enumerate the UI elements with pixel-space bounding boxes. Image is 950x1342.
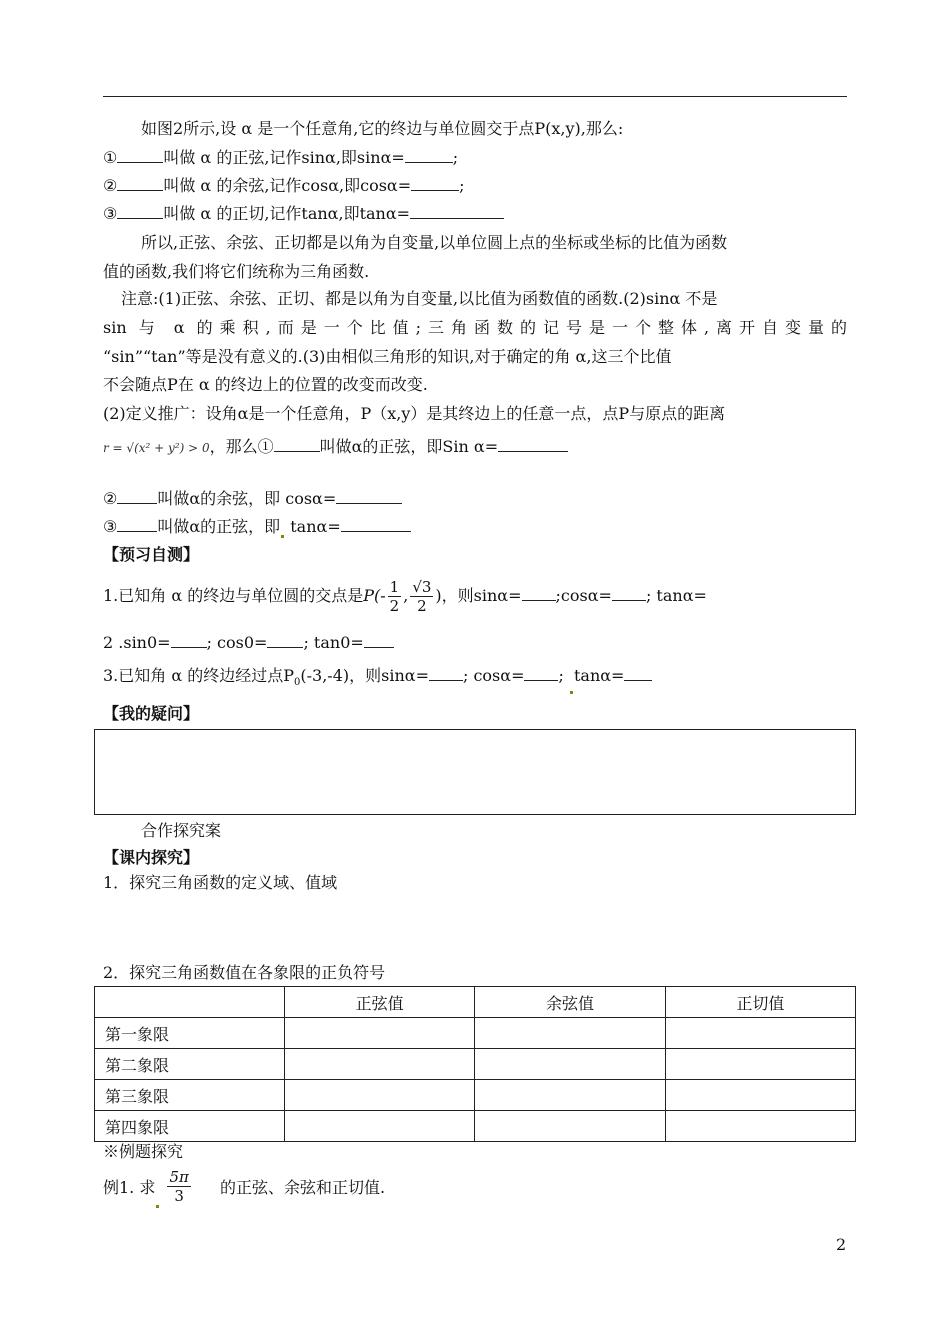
fraction-five-pi-over-three: $\frac{5\pi}{3}$ bbox=[169, 1168, 189, 1205]
table-row bbox=[95, 1018, 856, 1049]
blank[interactable] bbox=[405, 148, 453, 163]
table-cell[interactable] bbox=[665, 1111, 855, 1142]
table-row bbox=[95, 1111, 856, 1142]
table-cell[interactable] bbox=[285, 1080, 475, 1111]
example-header: ※例题探究 bbox=[103, 1142, 184, 1161]
row-label: 第二象限 bbox=[95, 1049, 285, 1080]
blank[interactable] bbox=[117, 517, 157, 532]
table-cell[interactable] bbox=[665, 1080, 855, 1111]
blank[interactable] bbox=[117, 204, 163, 219]
generalize-cos-line: ② 叫做α的余弦，即 cosα= bbox=[103, 488, 402, 510]
stray-mark bbox=[570, 691, 573, 694]
table-corner bbox=[95, 987, 285, 1018]
blank[interactable] bbox=[117, 176, 163, 191]
def-cos-line: ② 叫做 α 的余弦,记作cosα,即cosα= ; bbox=[103, 176, 465, 195]
preview-q3: 3.已知角 α 的终边经过点$P_0(-3,-4)$，则sinα= ; cosα= ; tanα= bbox=[103, 665, 652, 694]
col-cos: 余弦值 bbox=[475, 987, 665, 1018]
blank[interactable] bbox=[410, 204, 504, 219]
note-line-2: sin 与 α 的乘积,而是一个比值;三角函数的记号是一个整体,离开自变量的 bbox=[103, 318, 847, 337]
blank[interactable] bbox=[411, 176, 459, 191]
blank[interactable] bbox=[522, 586, 556, 601]
preview-q1: 1.已知角 α 的终边与单位圆的交点是P(- $\frac{1}{2}$ , $\frac{√3}{2}$ )，则sinα= ;cosα= ; tanα= bbox=[103, 578, 707, 615]
blank[interactable] bbox=[171, 633, 207, 648]
preview-q2: 2 .sin0= ; cos0= ; tan0= bbox=[103, 632, 394, 654]
table-cell[interactable] bbox=[285, 1049, 475, 1080]
summary-line-2: 值的函数,我们将它们统称为三角函数. bbox=[103, 262, 370, 281]
table-cell[interactable] bbox=[285, 1018, 475, 1049]
stray-mark bbox=[156, 1205, 159, 1208]
blank[interactable] bbox=[341, 517, 411, 532]
table-header-row bbox=[95, 987, 856, 1018]
header-rule bbox=[103, 96, 847, 97]
coop-header: 【课内探究】 bbox=[103, 848, 200, 867]
quadrant-sign-table bbox=[94, 986, 856, 1142]
blank[interactable] bbox=[336, 489, 402, 504]
table-cell[interactable] bbox=[665, 1049, 855, 1080]
table-cell[interactable] bbox=[475, 1049, 665, 1080]
blank[interactable] bbox=[364, 633, 394, 648]
coop-title: 合作探究案 bbox=[141, 821, 222, 840]
blank[interactable] bbox=[524, 666, 558, 681]
col-sin: 正弦值 bbox=[285, 987, 475, 1018]
blank[interactable] bbox=[612, 586, 646, 601]
row-label: 第一象限 bbox=[95, 1018, 285, 1049]
note-line-4: 不会随点P在 α 的终边上的位置的改变而改变. bbox=[103, 375, 428, 394]
blank[interactable] bbox=[274, 437, 320, 452]
fraction-one-half: $\frac{1}{2}$ bbox=[389, 578, 400, 615]
def-sin-line: ① 叫做 α 的正弦,记作sinα,即sinα= ; bbox=[103, 148, 459, 167]
blank[interactable] bbox=[498, 437, 568, 452]
table-row bbox=[95, 1080, 856, 1111]
doubt-header: 【我的疑问】 bbox=[103, 704, 200, 723]
summary-line-1: 所以,正弦、余弦、正切都是以角为自变量,以单位圆上点的坐标或坐标的比值为函数 bbox=[141, 233, 728, 252]
row-label: 第四象限 bbox=[95, 1111, 285, 1142]
table-cell[interactable] bbox=[285, 1111, 475, 1142]
col-tan: 正切值 bbox=[665, 987, 855, 1018]
question-box[interactable] bbox=[94, 729, 856, 815]
blank[interactable] bbox=[267, 633, 303, 648]
distance-formula: r = √(x² + y²) > 0 bbox=[103, 441, 210, 455]
table-cell[interactable] bbox=[665, 1018, 855, 1049]
intro-paragraph: 如图2所示,设 α 是一个任意角,它的终边与单位圆交于点P(x,y),那么: bbox=[141, 119, 624, 138]
table-cell[interactable] bbox=[475, 1080, 665, 1111]
table-cell[interactable] bbox=[475, 1018, 665, 1049]
coop-item-2: 2．探究三角函数值在各象限的正负符号 bbox=[103, 963, 386, 982]
def-tan-line: ③ 叫做 α 的正切,记作tanα,即tanα= bbox=[103, 203, 504, 225]
stray-mark bbox=[281, 535, 284, 538]
blank[interactable] bbox=[117, 148, 163, 163]
coop-item-1: 1．探究三角函数的定义域、值域 bbox=[103, 873, 338, 892]
table-cell[interactable] bbox=[475, 1111, 665, 1142]
table-row bbox=[95, 1049, 856, 1080]
example-1: 例1. 求 $\frac{5\pi}{3}$ 的正弦、余弦和正切值. bbox=[103, 1168, 385, 1220]
row-label: 第三象限 bbox=[95, 1080, 285, 1111]
generalize-line: (2)定义推广：设角α是一个任意角，P（x,y）是其终边上的任意一点，点P与原点的距离 bbox=[103, 404, 726, 423]
note-line-3: “sin”“tan”等是没有意义的.(3)由相似三角形的知识,对于确定的角 α,这三个比值 bbox=[103, 347, 672, 366]
blank[interactable] bbox=[117, 489, 157, 504]
page-number: 2 bbox=[836, 1235, 847, 1254]
preview-header: 【预习自测】 bbox=[103, 545, 200, 564]
fraction-root3-half: $\frac{√3}{2}$ bbox=[412, 578, 432, 615]
note-line-1: 注意:(1)正弦、余弦、正切、都是以角为自变量,以比值为函数值的函数.(2)sinα 不是 bbox=[121, 289, 718, 308]
blank[interactable] bbox=[624, 666, 652, 681]
generalize-formula-line: r = √(x² + y²) > 0，那么① 叫做α的正弦，即Sin α= bbox=[103, 436, 568, 459]
blank[interactable] bbox=[429, 666, 463, 681]
generalize-tan-line: ③ 叫做α的正弦，即 tanα= bbox=[103, 516, 411, 538]
